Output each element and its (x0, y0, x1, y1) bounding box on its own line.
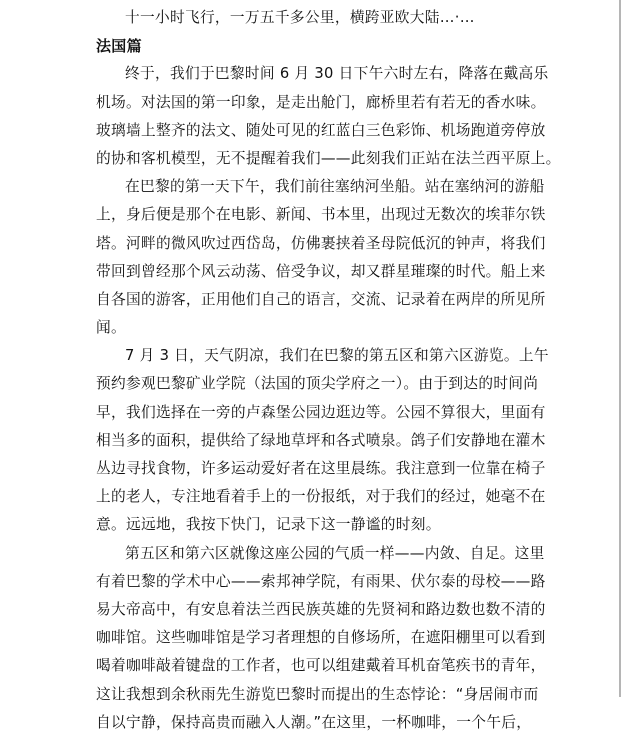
paragraph-line: 自以宁静，保持高贵而融入人潮。”在这里，一杯咖啡，一个午后， (96, 713, 532, 731)
paragraph-line: 易大帝高中，有安息着法兰西民族英雄的先贤祠和路边数也数不清的 (96, 600, 546, 618)
paragraph-line: 意。远远地，我按下快门，记录下这一静谧的时刻。 (96, 516, 441, 534)
paragraph-line: 7 月 3 日，天气阴凉，我们在巴黎的第五区和第六区游览。上午 (125, 347, 549, 365)
intro-line: 十一小时飞行，一万五千多公里，横跨亚欧大陆…·… (125, 9, 475, 26)
paragraph-line: 闻。 (96, 319, 126, 337)
paragraphs-container (96, 60, 561, 737)
paragraph-line: 早，我们选择在一旁的卢森堡公园边逛边等。公园不算很大，里面有 (96, 403, 546, 421)
paragraph-line: 上，身后便是那个在电影、新闻、书本里，出现过无数次的埃菲尔铁 (96, 206, 546, 224)
paragraph-line: 这让我想到余秋雨先生游览巴黎时而提出的生态悖论：“身居闹市而 (96, 685, 539, 703)
paragraph-line: 带回到曾经那个风云动荡、倍受争议，却又群星璀璨的时代。船上来 (96, 262, 546, 280)
paragraph-line: 上的老人，专注地看着手上的一份报纸，对于我们的经过，她毫不在 (96, 488, 546, 506)
paragraph-line: 机场。对法国的第一印象，是走出舱门，廊桥里若有若无的香水味。 (96, 93, 546, 111)
paragraph-line: 预约参观巴黎矿业学院（法国的顶尖学府之一）。由于到达的时间尚 (96, 375, 539, 393)
paragraph (96, 342, 549, 539)
paragraph-line: 终于，我们于巴黎时间 6 月 30 日下午六时左右，降落在戴高乐 (125, 65, 549, 83)
paragraph-line: 有着巴黎的学术中心——索邦神学院，有雨果、伏尔泰的母校——路 (96, 572, 546, 590)
paragraph (96, 173, 546, 342)
paragraph-line: 丛边寻找食物，许多运动爱好者在这里晨练。我注意到一位靠在椅子 (96, 460, 546, 477)
paragraph-line: 第五区和第六区就像这座公园的气质一样——内敛、自足。这里 (125, 544, 545, 562)
paragraph-line: 咖啡馆。这些咖啡馆是学习者理想的自修场所，在遮阳棚里可以看到 (96, 629, 546, 647)
paragraph-line: 的协和客机模型，无不提醒着我们——此刻我们正站在法兰西平原上。 (96, 149, 561, 167)
paragraph-line: 玻璃墙上整齐的法文、随处可见的红蓝白三色彩饰、机场跑道旁停放 (96, 121, 546, 139)
paragraph (96, 540, 546, 737)
paragraph (96, 60, 561, 173)
paragraph-line: 在巴黎的第一天下午，我们前往塞纳河坐船。站在塞纳河的游船 (125, 178, 545, 196)
paragraph-line: 自各国的游客，正用他们自己的语言，交流、记录着在两岸的所见所 (96, 290, 546, 308)
document-body (96, 4, 561, 737)
paragraph-line: 相当多的面积，提供给了绿地草坪和各式喷泉。鸽子们安静地在灌木 (96, 431, 546, 449)
section-heading: 法国篇 (96, 37, 142, 56)
paragraph-line: 塔。河畔的微风吹过西岱岛，仿佛裹挟着圣母院低沉的钟声，将我们 (96, 234, 546, 252)
paragraph-line: 喝着咖啡敲着键盘的工作者，也可以组建戴着耳机奋笔疾书的青年， (96, 657, 546, 675)
